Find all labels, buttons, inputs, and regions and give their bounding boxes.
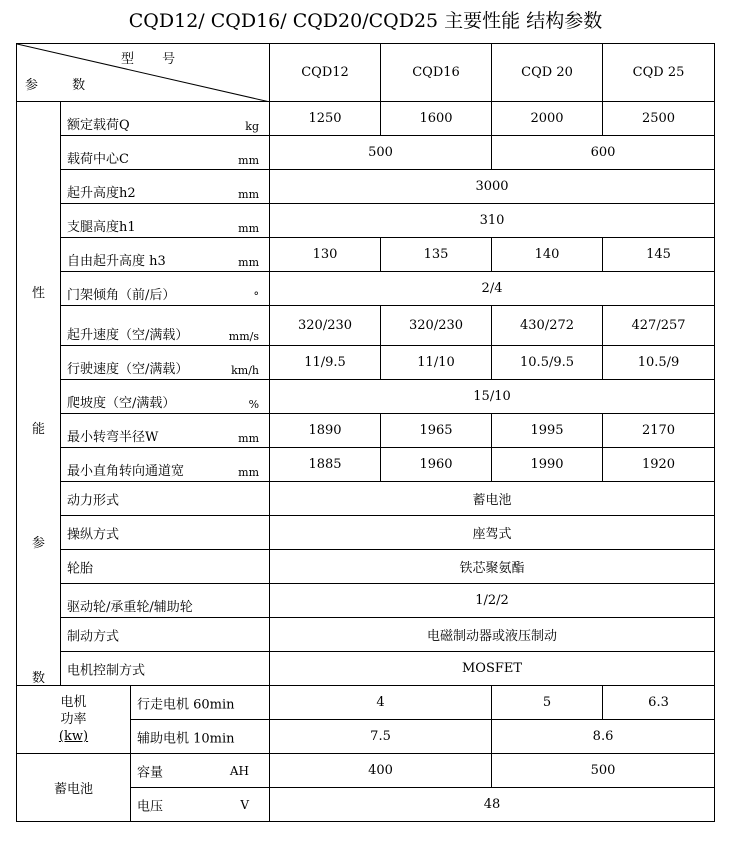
side-label-char: 参: [31, 536, 45, 551]
side-label-char: 数: [31, 671, 45, 686]
value-cell: 500: [270, 136, 492, 170]
value-cell: 145: [603, 238, 715, 272]
row-label: 行走电机 60min: [131, 686, 270, 720]
row-label: 最小转弯半径W mm: [61, 414, 270, 448]
row-label: 电机控制方式: [61, 652, 270, 686]
model-header-cqd20: CQD 20: [492, 44, 603, 102]
table-row: [17, 754, 715, 788]
side-label-cell: [17, 102, 61, 686]
table-row: [17, 550, 715, 584]
value-cell: 8.6: [492, 720, 715, 754]
row-label: 爬坡度（空/满载） %: [61, 380, 270, 414]
table-row: [17, 414, 715, 448]
motor-power-group-label: 电机 功率 (kw): [17, 686, 131, 754]
value-cell: 10.5/9: [603, 346, 715, 380]
table-row: [17, 618, 715, 652]
value-cell: 1250: [270, 102, 381, 136]
row-label: 动力形式: [61, 482, 270, 516]
row-label: 操纵方式: [61, 516, 270, 550]
row-label: 辅助电机 10min: [131, 720, 270, 754]
value-cell: 2170: [603, 414, 715, 448]
header-row: [17, 44, 715, 102]
table-row: [17, 652, 715, 686]
row-label: 起升速度（空/满载） mm/s: [61, 306, 270, 346]
table-row: [17, 306, 715, 346]
value-cell: 427/257: [603, 306, 715, 346]
value-cell: 400: [270, 754, 492, 788]
value-cell: 1960: [381, 448, 492, 482]
value-cell: 10.5/9.5: [492, 346, 603, 380]
value-cell: 2500: [603, 102, 715, 136]
value-cell: MOSFET: [270, 652, 715, 686]
value-cell: 1920: [603, 448, 715, 482]
value-cell: 11/9.5: [270, 346, 381, 380]
table-row: [17, 482, 715, 516]
value-cell: 430/272: [492, 306, 603, 346]
value-cell: 1/2/2: [270, 584, 715, 618]
table-row: [17, 448, 715, 482]
value-cell: 48: [270, 788, 715, 822]
value-cell: 320/230: [270, 306, 381, 346]
model-header-cqd25: CQD 25: [603, 44, 715, 102]
value-cell: 电磁制动器或液压制动: [270, 618, 715, 652]
table-row: [17, 238, 715, 272]
value-cell: 1890: [270, 414, 381, 448]
row-label: 门架倾角（前/后） °: [61, 272, 270, 306]
value-cell: 蓄电池: [270, 482, 715, 516]
value-cell: 铁芯聚氨酯: [270, 550, 715, 584]
table-row: [17, 170, 715, 204]
value-cell: 1995: [492, 414, 603, 448]
row-label: 最小直角转向通道宽 mm: [61, 448, 270, 482]
table-row: [17, 204, 715, 238]
value-cell: 1990: [492, 448, 603, 482]
table-row: [17, 102, 715, 136]
value-cell: 600: [492, 136, 715, 170]
corner-param-label: 参 数: [25, 78, 86, 93]
row-label: 行驶速度（空/满载） km/h: [61, 346, 270, 380]
row-label: 支腿高度h1 mm: [61, 204, 270, 238]
spec-table: [16, 43, 715, 822]
table-row: [17, 686, 715, 720]
row-label: 自由起升高度 h3 mm: [61, 238, 270, 272]
row-label: 电压 V: [131, 788, 270, 822]
value-cell: 310: [270, 204, 715, 238]
table-row: [17, 380, 715, 414]
value-cell: 15/10: [270, 380, 715, 414]
value-cell: 11/10: [381, 346, 492, 380]
value-cell: 500: [492, 754, 715, 788]
value-cell: 座驾式: [270, 516, 715, 550]
value-cell: 3000: [270, 170, 715, 204]
table-row: [17, 346, 715, 380]
value-cell: 6.3: [603, 686, 715, 720]
table-row: [17, 272, 715, 306]
row-label: 轮胎: [61, 550, 270, 584]
value-cell: 1965: [381, 414, 492, 448]
value-cell: 1600: [381, 102, 492, 136]
value-cell: 1885: [270, 448, 381, 482]
value-cell: 130: [270, 238, 381, 272]
row-label: 载荷中心C mm: [61, 136, 270, 170]
row-label: 额定载荷Q kg: [61, 102, 270, 136]
table-row: [17, 584, 715, 618]
value-cell: 7.5: [270, 720, 492, 754]
value-cell: 4: [270, 686, 492, 720]
table-row: [17, 136, 715, 170]
table-row: [17, 516, 715, 550]
row-label: 起升高度h2 mm: [61, 170, 270, 204]
model-header-cqd16: CQD16: [381, 44, 492, 102]
row-label: 制动方式: [61, 618, 270, 652]
corner-header-cell: [17, 44, 270, 102]
value-cell: 2/4: [270, 272, 715, 306]
page-title: CQD12/ CQD16/ CQD20/CQD25 主要性能 结构参数: [128, 10, 603, 32]
value-cell: 320/230: [381, 306, 492, 346]
corner-model-label: 型 号: [121, 52, 176, 67]
row-label: 驱动轮/承重轮/辅助轮: [61, 584, 270, 618]
value-cell: 140: [492, 238, 603, 272]
model-header-cqd12: CQD12: [270, 44, 381, 102]
value-cell: 5: [492, 686, 603, 720]
side-label-char: 性: [31, 286, 45, 301]
row-label: 容量 AH: [131, 754, 270, 788]
battery-group-label: 蓄电池: [17, 754, 131, 822]
side-label-char: 能: [31, 422, 45, 437]
value-cell: 135: [381, 238, 492, 272]
value-cell: 2000: [492, 102, 603, 136]
